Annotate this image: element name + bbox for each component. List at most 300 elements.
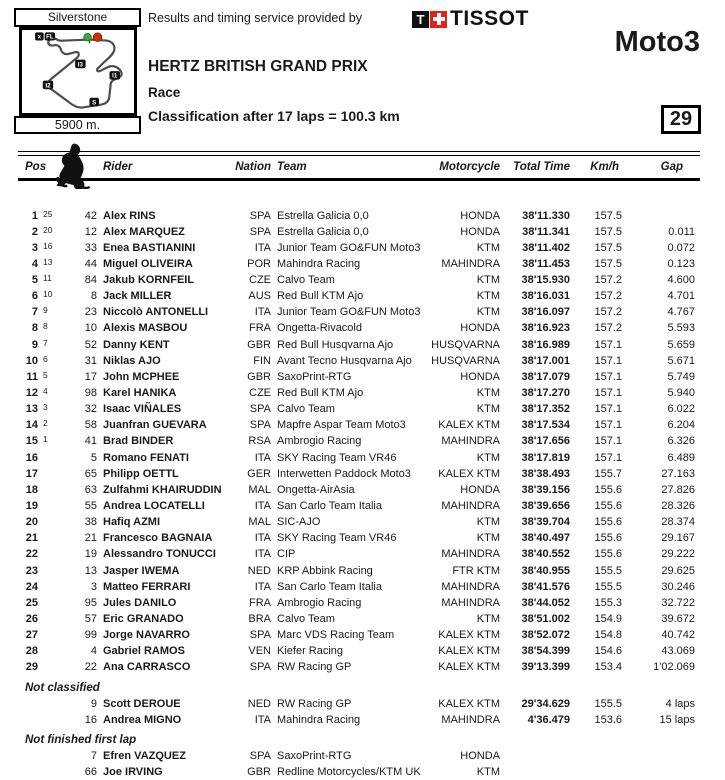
- rider-name-cell: Jakub KORNFEIL: [97, 272, 225, 288]
- pos-cell: 11: [18, 369, 38, 385]
- kmh-cell: 155.3: [570, 595, 622, 611]
- col-header-nation: Nation: [225, 158, 271, 177]
- points-cell: [38, 466, 56, 482]
- table-row: [18, 433, 700, 449]
- results-body: [18, 208, 700, 780]
- points-cell: [38, 595, 56, 611]
- kmh-cell: 155.5: [570, 579, 622, 595]
- nation-cell: ITA: [225, 304, 271, 320]
- nation-cell: NED: [225, 563, 271, 579]
- pos-cell: 28: [18, 643, 38, 659]
- rider-name-cell: John MCPHEE: [97, 369, 225, 385]
- points-cell: 1: [38, 433, 56, 449]
- tissot-t-icon: T: [412, 11, 429, 28]
- kmh-cell: 157.5: [570, 256, 622, 272]
- team-cell: Redline Motorcycles/KTM UK: [271, 764, 420, 780]
- pos-cell: 8: [18, 320, 38, 336]
- team-cell: Ongetta-Rivacold: [271, 320, 420, 336]
- rider-number-cell: 58: [56, 417, 97, 433]
- nation-cell: ITA: [225, 498, 271, 514]
- pos-cell: 25: [18, 595, 38, 611]
- i3-marker: I3: [78, 61, 84, 68]
- motorcycle-cell: MAHINDRA: [420, 498, 500, 514]
- motorcycle-cell: KTM: [420, 530, 500, 546]
- kmh-cell: 155.7: [570, 466, 622, 482]
- gap-cell: [622, 764, 695, 780]
- gap-cell: [622, 208, 695, 224]
- pos-cell: 19: [18, 498, 38, 514]
- table-row: [18, 369, 700, 385]
- service-line: Results and timing service provided by: [148, 11, 362, 25]
- kmh-cell: 157.1: [570, 369, 622, 385]
- gap-cell: 27.163: [622, 466, 695, 482]
- rider-number-cell: 66: [56, 764, 97, 780]
- pos-cell: 20: [18, 514, 38, 530]
- col-header-rider: Rider: [97, 158, 225, 177]
- kmh-cell: 157.5: [570, 224, 622, 240]
- pos-cell: 9: [18, 337, 38, 353]
- points-cell: 4: [38, 385, 56, 401]
- gap-cell: 5.940: [622, 385, 695, 401]
- rider-number-cell: 99: [56, 627, 97, 643]
- total-time-cell: 38'17.270: [500, 385, 570, 401]
- total-time-cell: 38'17.352: [500, 401, 570, 417]
- total-time-cell: 4'36.479: [500, 712, 570, 728]
- nation-cell: ITA: [225, 450, 271, 466]
- kmh-cell: 154.8: [570, 627, 622, 643]
- table-row: [18, 417, 700, 433]
- gap-cell: 0.072: [622, 240, 695, 256]
- points-cell: [38, 450, 56, 466]
- kmh-cell: 157.2: [570, 272, 622, 288]
- points-cell: [38, 482, 56, 498]
- motorcycle-cell: KALEX KTM: [420, 627, 500, 643]
- i1-marker: I1: [112, 73, 118, 80]
- team-cell: Calvo Team: [271, 401, 420, 417]
- total-time-cell: 38'54.399: [500, 643, 570, 659]
- not-classified-rows: [18, 696, 700, 728]
- table-row: [18, 546, 700, 562]
- nation-cell: ITA: [225, 579, 271, 595]
- table-row: [18, 401, 700, 417]
- points-cell: 20: [38, 224, 56, 240]
- nation-cell: FIN: [225, 353, 271, 369]
- rider-name-cell: Alessandro TONUCCI: [97, 546, 225, 562]
- total-time-cell: 38'44.052: [500, 595, 570, 611]
- rider-name-cell: Andrea LOCATELLI: [97, 498, 225, 514]
- rider-name-cell: Jules DANILO: [97, 595, 225, 611]
- rider-name-cell: Eric GRANADO: [97, 611, 225, 627]
- total-time-cell: 38'51.002: [500, 611, 570, 627]
- nation-cell: GBR: [225, 369, 271, 385]
- total-time-cell: [500, 764, 570, 780]
- nation-cell: AUS: [225, 288, 271, 304]
- rider-name-cell: Zulfahmi KHAIRUDDIN: [97, 482, 225, 498]
- motorcycle-cell: KTM: [420, 401, 500, 417]
- total-time-cell: 38'16.097: [500, 304, 570, 320]
- rider-name-cell: Alexis MASBOU: [97, 320, 225, 336]
- table-row: [18, 337, 700, 353]
- motorcycle-cell: MAHINDRA: [420, 433, 500, 449]
- rider-name-cell: Francesco BAGNAIA: [97, 530, 225, 546]
- pos-cell: 16: [18, 450, 38, 466]
- total-time-cell: 38'17.079: [500, 369, 570, 385]
- table-row: [18, 595, 700, 611]
- col-header-total-time: Total Time: [500, 158, 570, 177]
- team-cell: Mahindra Racing: [271, 256, 420, 272]
- motorcycle-cell: KALEX KTM: [420, 643, 500, 659]
- points-cell: [38, 546, 56, 562]
- points-cell: [38, 611, 56, 627]
- table-row: [18, 498, 700, 514]
- team-cell: San Carlo Team Italia: [271, 579, 420, 595]
- rider-number-cell: 42: [56, 208, 97, 224]
- team-cell: Estrella Galicia 0,0: [271, 208, 420, 224]
- gap-cell: [622, 748, 695, 764]
- nation-cell: GBR: [225, 764, 271, 780]
- points-cell: [38, 748, 56, 764]
- total-time-cell: 38'16.031: [500, 288, 570, 304]
- motorcycle-cell: HONDA: [420, 224, 500, 240]
- kmh-cell: 157.5: [570, 240, 622, 256]
- table-row: [18, 748, 700, 764]
- circuit-length-box: [14, 116, 141, 134]
- points-cell: 10: [38, 288, 56, 304]
- rider-name-cell: Danny KENT: [97, 337, 225, 353]
- rider-number-cell: 23: [56, 304, 97, 320]
- nation-cell: SPA: [225, 401, 271, 417]
- nation-cell: ITA: [225, 712, 271, 728]
- classified-rows: [18, 208, 700, 676]
- gap-cell: 4.600: [622, 272, 695, 288]
- team-cell: CIP: [271, 546, 420, 562]
- points-cell: [38, 712, 56, 728]
- rider-name-cell: Philipp OETTL: [97, 466, 225, 482]
- rider-number-cell: 5: [56, 450, 97, 466]
- event-title: HERTZ BRITISH GRAND PRIX: [148, 58, 368, 76]
- rider-name-cell: Jasper IWEMA: [97, 563, 225, 579]
- points-cell: [38, 627, 56, 643]
- gap-cell: 5.749: [622, 369, 695, 385]
- team-cell: SKY Racing Team VR46: [271, 530, 420, 546]
- not-finished-rows: [18, 748, 700, 780]
- team-cell: KRP Abbink Racing: [271, 563, 420, 579]
- pos-cell: 23: [18, 563, 38, 579]
- rider-name-cell: Alex RINS: [97, 208, 225, 224]
- gap-cell: 6.489: [622, 450, 695, 466]
- nation-cell: CZE: [225, 272, 271, 288]
- points-cell: 5: [38, 369, 56, 385]
- total-time-cell: 38'17.819: [500, 450, 570, 466]
- rider-name-cell: Niklas AJO: [97, 353, 225, 369]
- pos-cell: [18, 696, 38, 712]
- table-row: [18, 224, 700, 240]
- gap-cell: 6.326: [622, 433, 695, 449]
- tissot-wordmark: TISSOT: [450, 7, 529, 31]
- total-time-cell: 38'16.923: [500, 320, 570, 336]
- motorcycle-cell: KTM: [420, 304, 500, 320]
- total-time-cell: 38'39.656: [500, 498, 570, 514]
- rider-number-cell: 13: [56, 563, 97, 579]
- green-light-icon: [84, 33, 92, 41]
- kmh-cell: 155.5: [570, 696, 622, 712]
- motorcycle-cell: MAHINDRA: [420, 546, 500, 562]
- table-row: [18, 627, 700, 643]
- table-header-row: [18, 158, 700, 177]
- points-cell: [38, 696, 56, 712]
- motorcycle-cell: MAHINDRA: [420, 712, 500, 728]
- points-cell: 13: [38, 256, 56, 272]
- points-cell: 8: [38, 320, 56, 336]
- rider-name-cell: Jorge NAVARRO: [97, 627, 225, 643]
- table-row: [18, 353, 700, 369]
- pos-cell: 27: [18, 627, 38, 643]
- page-number: 29: [670, 108, 692, 130]
- points-cell: 3: [38, 401, 56, 417]
- gap-cell: 5.659: [622, 337, 695, 353]
- table-row: [18, 272, 700, 288]
- pos-cell: 13: [18, 401, 38, 417]
- total-time-cell: 38'17.534: [500, 417, 570, 433]
- table-header-rule: [18, 178, 700, 181]
- rider-number-cell: 38: [56, 514, 97, 530]
- category-label: Moto3: [615, 26, 700, 59]
- rider-number-cell: 19: [56, 546, 97, 562]
- rider-icon: [55, 142, 93, 189]
- col-header-pos: Pos: [18, 158, 97, 177]
- kmh-cell: 157.1: [570, 450, 622, 466]
- gap-cell: 0.123: [622, 256, 695, 272]
- pos-cell: 7: [18, 304, 38, 320]
- classification-line: Classification after 17 laps = 100.3 km: [148, 108, 400, 124]
- motorcycle-cell: HONDA: [420, 369, 500, 385]
- nation-cell: FRA: [225, 595, 271, 611]
- team-cell: San Carlo Team Italia: [271, 498, 420, 514]
- pos-cell: 3: [18, 240, 38, 256]
- col-header-gap: Gap: [622, 158, 695, 177]
- kmh-cell: 157.1: [570, 433, 622, 449]
- team-cell: Red Bull KTM Ajo: [271, 385, 420, 401]
- motorcycle-cell: MAHINDRA: [420, 579, 500, 595]
- motorcycle-cell: KALEX KTM: [420, 417, 500, 433]
- points-cell: [38, 579, 56, 595]
- kmh-cell: 155.6: [570, 546, 622, 562]
- team-cell: Kiefer Racing: [271, 643, 420, 659]
- swiss-cross-icon: [430, 11, 447, 28]
- total-time-cell: 38'17.001: [500, 353, 570, 369]
- nation-cell: CZE: [225, 385, 271, 401]
- nation-cell: FRA: [225, 320, 271, 336]
- team-cell: Estrella Galicia 0,0: [271, 224, 420, 240]
- total-time-cell: 29'34.629: [500, 696, 570, 712]
- kmh-cell: 157.1: [570, 417, 622, 433]
- pos-cell: 14: [18, 417, 38, 433]
- rider-name-cell: Joe IRVING: [97, 764, 225, 780]
- gap-cell: 6.022: [622, 401, 695, 417]
- gap-cell: 5.671: [622, 353, 695, 369]
- team-cell: RW Racing GP: [271, 659, 420, 675]
- nation-cell: ITA: [225, 240, 271, 256]
- table-top-rule: [18, 151, 700, 156]
- motorcycle-cell: KALEX KTM: [420, 466, 500, 482]
- rider-number-cell: 55: [56, 498, 97, 514]
- motorcycle-cell: KTM: [420, 611, 500, 627]
- rider-number-cell: 63: [56, 482, 97, 498]
- kmh-cell: [570, 764, 622, 780]
- gap-cell: 4.767: [622, 304, 695, 320]
- rider-name-cell: Jack MILLER: [97, 288, 225, 304]
- i2-marker: I2: [45, 82, 51, 89]
- rider-number-cell: 95: [56, 595, 97, 611]
- pos-cell: 6: [18, 288, 38, 304]
- pos-cell: 22: [18, 546, 38, 562]
- gap-cell: 30.246: [622, 579, 695, 595]
- points-cell: 2: [38, 417, 56, 433]
- motorcycle-cell: KTM: [420, 385, 500, 401]
- kmh-cell: 153.6: [570, 712, 622, 728]
- pos-cell: 15: [18, 433, 38, 449]
- motorcycle-cell: KTM: [420, 514, 500, 530]
- points-cell: 9: [38, 304, 56, 320]
- pos-cell: 26: [18, 611, 38, 627]
- table-row: [18, 304, 700, 320]
- motorcycle-cell: HONDA: [420, 482, 500, 498]
- total-time-cell: 38'41.576: [500, 579, 570, 595]
- motorcycle-cell: KTM: [420, 288, 500, 304]
- kmh-cell: 157.1: [570, 385, 622, 401]
- not-finished-label: Not finished first lap: [18, 732, 700, 748]
- gap-cell: 29.167: [622, 530, 695, 546]
- rider-number-cell: 33: [56, 240, 97, 256]
- kmh-cell: 155.6: [570, 530, 622, 546]
- pos-cell: 2: [18, 224, 38, 240]
- pos-cell: 18: [18, 482, 38, 498]
- gap-cell: 40.742: [622, 627, 695, 643]
- gap-cell: 0.011: [622, 224, 695, 240]
- table-row: [18, 611, 700, 627]
- rider-name-cell: Matteo FERRARI: [97, 579, 225, 595]
- rider-name-cell: Juanfran GUEVARA: [97, 417, 225, 433]
- kmh-cell: 157.2: [570, 320, 622, 336]
- rider-name-cell: Andrea MIGNO: [97, 712, 225, 728]
- pos-cell: 17: [18, 466, 38, 482]
- points-cell: [38, 514, 56, 530]
- red-light-icon: [93, 33, 102, 42]
- team-cell: SaxoPrint-RTG: [271, 369, 420, 385]
- kmh-cell: 157.2: [570, 288, 622, 304]
- page-number-box: [661, 105, 701, 134]
- rider-number-cell: 52: [56, 337, 97, 353]
- total-time-cell: 38'40.955: [500, 563, 570, 579]
- table-row: [18, 764, 700, 780]
- motorcycle-cell: KALEX KTM: [420, 659, 500, 675]
- nation-cell: SPA: [225, 627, 271, 643]
- gap-cell: 28.374: [622, 514, 695, 530]
- nation-cell: SPA: [225, 417, 271, 433]
- total-time-cell: 38'11.330: [500, 208, 570, 224]
- team-cell: Mapfre Aspar Team Moto3: [271, 417, 420, 433]
- gap-cell: 39.672: [622, 611, 695, 627]
- total-time-cell: 38'11.341: [500, 224, 570, 240]
- pos-cell: 10: [18, 353, 38, 369]
- total-time-cell: [500, 748, 570, 764]
- gap-cell: 4.701: [622, 288, 695, 304]
- finish-line-marker: FL: [46, 34, 54, 41]
- kmh-cell: 155.6: [570, 482, 622, 498]
- rider-number-cell: 9: [56, 696, 97, 712]
- nation-cell: RSA: [225, 433, 271, 449]
- nation-cell: VEN: [225, 643, 271, 659]
- gap-cell: 15 laps: [622, 712, 695, 728]
- gap-cell: 43.069: [622, 643, 695, 659]
- track-map-icon: [22, 31, 134, 114]
- points-cell: 11: [38, 272, 56, 288]
- rider-number-cell: 32: [56, 401, 97, 417]
- pos-cell: 24: [18, 579, 38, 595]
- team-cell: Marc VDS Racing Team: [271, 627, 420, 643]
- total-time-cell: 38'11.402: [500, 240, 570, 256]
- team-cell: Junior Team GO&FUN Moto3: [271, 304, 420, 320]
- points-cell: 16: [38, 240, 56, 256]
- total-time-cell: 38'39.156: [500, 482, 570, 498]
- points-cell: [38, 563, 56, 579]
- kmh-cell: 154.6: [570, 643, 622, 659]
- nation-cell: NED: [225, 696, 271, 712]
- total-time-cell: 39'13.399: [500, 659, 570, 675]
- rider-number-cell: 84: [56, 272, 97, 288]
- s-marker: S: [92, 99, 96, 106]
- motorcycle-cell: KALEX KTM: [420, 696, 500, 712]
- table-row: [18, 256, 700, 272]
- rider-name-cell: Karel HANIKA: [97, 385, 225, 401]
- rider-name-cell: Enea BASTIANINI: [97, 240, 225, 256]
- table-row: [18, 696, 700, 712]
- total-time-cell: 38'15.930: [500, 272, 570, 288]
- total-time-cell: 38'40.552: [500, 546, 570, 562]
- table-row: [18, 514, 700, 530]
- rider-number-cell: 10: [56, 320, 97, 336]
- gap-cell: 29.625: [622, 563, 695, 579]
- nation-cell: ITA: [225, 546, 271, 562]
- pos-cell: 4: [18, 256, 38, 272]
- team-cell: Mahindra Racing: [271, 712, 420, 728]
- table-row: [18, 320, 700, 336]
- gap-cell: 1'02.069: [622, 659, 695, 675]
- pos-cell: 29: [18, 659, 38, 675]
- rider-number-cell: 57: [56, 611, 97, 627]
- table-row: [18, 288, 700, 304]
- points-cell: [38, 659, 56, 675]
- rider-name-cell: Miguel OLIVEIRA: [97, 256, 225, 272]
- rider-name-cell: Isaac VIÑALES: [97, 401, 225, 417]
- nation-cell: BRA: [225, 611, 271, 627]
- team-cell: Interwetten Paddock Moto3: [271, 466, 420, 482]
- track-map: [19, 27, 137, 116]
- kmh-cell: 155.6: [570, 498, 622, 514]
- rider-name-cell: Romano FENATI: [97, 450, 225, 466]
- rider-name-cell: Scott DEROUE: [97, 696, 225, 712]
- table-row: [18, 643, 700, 659]
- nation-cell: GER: [225, 466, 271, 482]
- gap-cell: 4 laps: [622, 696, 695, 712]
- total-time-cell: 38'11.453: [500, 256, 570, 272]
- motorcycle-cell: MAHINDRA: [420, 256, 500, 272]
- rider-name-cell: Efren VAZQUEZ: [97, 748, 225, 764]
- table-row: [18, 579, 700, 595]
- table-row: [18, 530, 700, 546]
- gap-cell: 5.593: [622, 320, 695, 336]
- rider-number-cell: 98: [56, 385, 97, 401]
